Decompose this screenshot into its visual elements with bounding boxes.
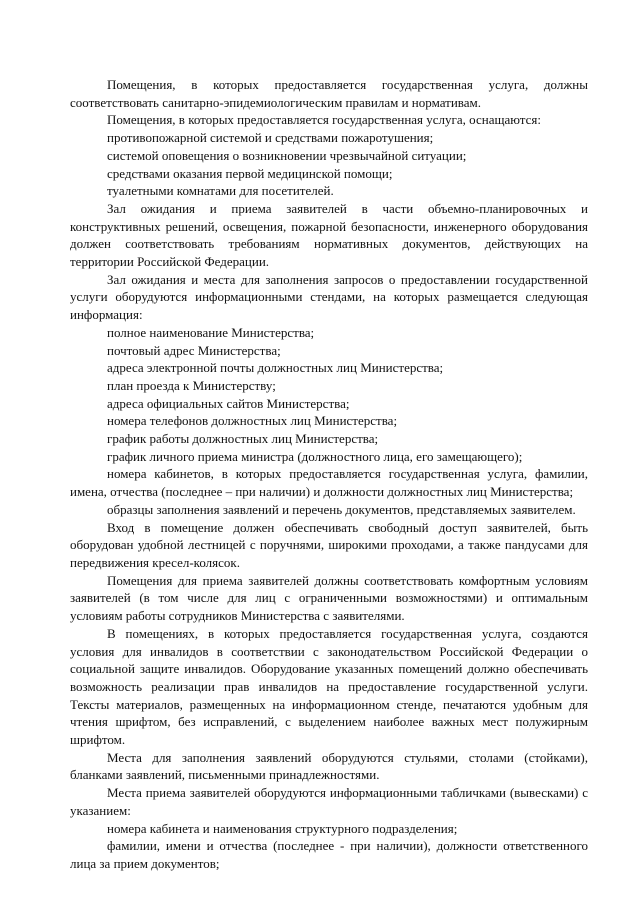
paragraph: Зал ожидания и места для заполнения запросов о предоставлении государственной услуги оборудуются информационными стендами, на которых размещается следующая информация: [70,271,588,323]
paragraph: фамилии, имени и отчества (последнее - при наличии), должности ответственного лица за прием документов; [70,838,588,871]
paragraph: номера кабинетов, в которых предоставляется государственная услуга, фамилии, имена, отчества (последнее – при наличии) и должности должностных лиц Министерства; [70,466,588,500]
list-item: почтовый адрес Министерства; [107,342,281,358]
list-item: график работы должностных лиц Министерства; [107,431,379,447]
paragraph: Вход в помещение должен обеспечивать свободный доступ заявителей, быть оборудован удобной лестницей с поручнями, широкими проходами, а также пандусами для передвижения кресел-колясок. [70,519,588,570]
list-item: системой оповещения о возникновении чрезвычайной ситуации; [107,147,467,163]
list-item: противопожарной системой и средствами пожаротушения; [107,130,434,146]
paragraph: Помещения для приема заявителей должны соответствовать комфортным условиям заявителей (в том числе для лиц с ограниченными возможностями) и оптимальным условиям работы сотрудников Министерства с заявителями. [70,572,588,624]
list-item: адреса электронной почты должностных лиц Министерства; [107,360,444,376]
paragraph: Места для заполнения заявлений оборудуются стульями, столами (стойками), бланками заявлений, письменными принадлежностями. [70,749,588,783]
list-item: план проезда к Министерству; [107,377,276,393]
paragraph: образцы заполнения заявлений и перечень документов, представляемых заявителем. [107,501,576,517]
list-item: номера телефонов должностных лиц Министерства; [107,413,398,429]
list-item: график личного приема министра (должностного лица, его замещающего); [107,448,523,464]
paragraph: В помещениях, в которых предоставляется государственная услуга, создаются условия для инвалидов в соответствии с законодательством Российской Федерации о социальной защите инвалидов. Оборудование указанных помещений должно обеспечивать возможность реализации прав инвалидов на предоставление государственной услуги. Тексты материалов, размещенных на информационном стенде, печатаются удобным для чтения шрифтом, без исправлений, с выделением наиболее важных мест полужирным шрифтом. [70,625,588,748]
list-item: номера кабинета и наименования структурного подразделения; [107,820,458,836]
paragraph: Зал ожидания и приема заявителей в части объемно-планировочных и конструктивных решений, освещения, пожарной безопасности, инженерного оборудования должен соответствовать требованиям нормативных документов, действующих на территории Российской Федерации. [70,200,588,270]
list-item: полное наименование Министерства; [107,324,315,340]
paragraph: Помещения, в которых предоставляется государственная услуга, оснащаются: [107,112,541,128]
paragraph: Места приема заявителей оборудуются информационными табличками (вывесками) с указанием: [70,785,588,818]
list-item: средствами оказания первой медицинской помощи; [107,165,393,181]
list-item: адреса официальных сайтов Министерства; [107,395,350,411]
document-page [70,76,588,873]
paragraph: Помещения, в которых предоставляется государственная услуга, должны соответствовать санитарно-эпидемиологическим правилам и нормативам. [70,77,588,110]
list-item: туалетными комнатами для посетителей. [107,183,334,199]
